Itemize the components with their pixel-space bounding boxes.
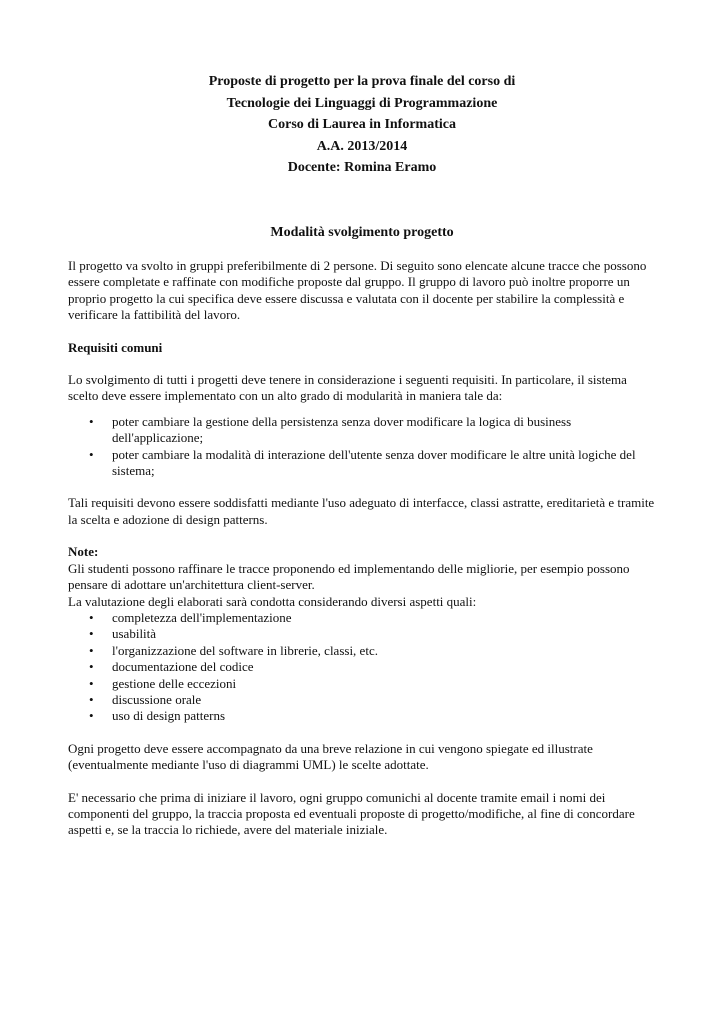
title-line-2: Tecnologie dei Linguaggi di Programmazione	[226, 95, 498, 111]
document-body	[68, 258, 658, 839]
requirements-closing: Tali requisiti devono essere soddisfatti mediante l'uso adeguato di interfacce, classi astratte, ereditarietà e tramite la scelta e adozione di design patterns.	[68, 495, 655, 527]
list-item: • uso di design patterns	[68, 708, 658, 724]
evaluation-list	[68, 610, 658, 725]
title-line-3: Corso di Laurea in Informatica	[268, 117, 456, 132]
intro-paragraph: Il progetto va svolto in gruppi preferibilmente di 2 persone. Di seguito sono elencate alcune tracce che possono essere completate e raffinate con modifiche proposte dal gruppo. Il gruppo di lavoro può inoltre proporre un proprio progetto la cui specifica deve essere discussa e valutata con il docente per stabilire la complessità e verificare la fattibilità del lavoro.	[68, 258, 647, 323]
list-item: • documentazione del codice	[68, 659, 658, 675]
list-item: • gestione delle eccezioni	[68, 676, 658, 692]
list-item: • discussione orale	[68, 692, 658, 708]
title-line-1: Proposte di progetto per la prova finale del corso di	[208, 74, 516, 89]
evaluation-intro: La valutazione degli elaborati sarà condotta considerando diversi aspetti quali:	[68, 593, 477, 609]
list-item: • poter cambiare la modalità di interazione dell'utente senza dover modificare le altre unità logiche del sistema;	[68, 447, 658, 480]
title-line-5: Docente: Romina Eramo	[287, 160, 437, 175]
notes-paragraph: Gli studenti possono raffinare le tracce proponendo ed implementando delle migliorie, per esempio possono pensare di adottare un'architettura client-server.	[68, 560, 630, 593]
list-item: • l'organizzazione del software in librerie, classi, etc.	[68, 643, 658, 659]
requirements-heading: Requisiti comuni	[68, 339, 163, 355]
document-title	[0, 71, 724, 179]
report-paragraph: Ogni progetto deve essere accompagnato da una breve relazione in cui vengono spiegate ed illustrate (eventualmente mediante l'uso di diagrammi UML) le scelte adottate.	[68, 740, 593, 773]
title-line-4: A.A. 2013/2014	[316, 138, 408, 154]
list-item: • poter cambiare la gestione della persistenza senza dover modificare la logica di business dell'applicazione;	[68, 414, 658, 447]
list-item: • completezza dell'implementazione	[68, 610, 658, 626]
requirements-list	[68, 414, 658, 480]
requirements-paragraph: Lo svolgimento di tutti i progetti deve tenere in considerazione i seguenti requisiti. In particolare, il sistema scelto deve essere implementato con un alto grado di modularità in maniera tale da:	[68, 372, 627, 404]
section-heading: Modalità svolgimento progetto	[270, 225, 454, 240]
final-paragraph: E' necessario che prima di iniziare il lavoro, ogni gruppo comunichi al docente tramite email i nomi dei componenti del gruppo, la traccia proposta ed eventuali proposte di progetto/modifiche, al fine di concordare aspetti e, se la traccia lo richiede, avere del materiale iniziale.	[68, 789, 635, 838]
list-item: • usabilità	[68, 626, 658, 642]
notes-heading: Note:	[68, 544, 99, 560]
